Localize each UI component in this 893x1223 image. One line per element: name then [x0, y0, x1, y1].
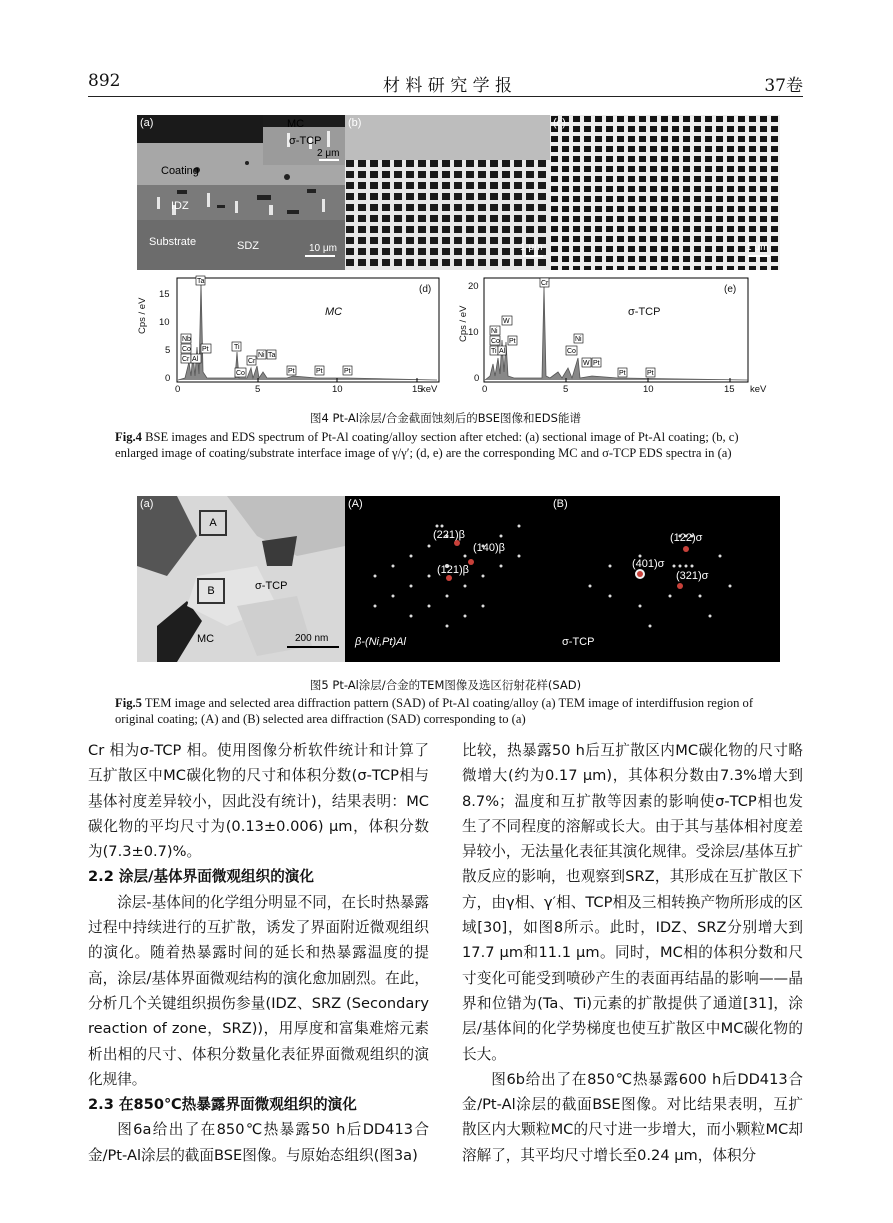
spectrum-e-xtick-2: 10: [643, 384, 654, 395]
peak-e-co1: Co: [491, 338, 500, 345]
fig4-panel-c: [550, 115, 780, 270]
spectrum-e-xlabel: keV: [750, 384, 767, 395]
spectrum-d-xlabel: keV: [421, 384, 438, 395]
fig4a-label: (a): [140, 117, 154, 129]
spectrum-d-label: (d): [419, 284, 432, 295]
peak-d-ti: Ti: [234, 344, 240, 351]
fig4a-mc: MC: [287, 118, 305, 130]
fig5-caption-en: [115, 695, 780, 727]
spectrum-e-xtick-0: 0: [482, 384, 488, 395]
fig5A-label: (A): [348, 498, 363, 510]
fig4b-label: (b): [348, 117, 362, 129]
spectrum-e-ytick-1: 10: [468, 327, 479, 338]
fig5-panel-B: [550, 496, 780, 662]
fig5a-sigma: σ-TCP: [255, 580, 288, 592]
fig5B-phase: σ-TCP: [562, 636, 595, 648]
fig4a-idz: IDZ: [171, 200, 189, 212]
spectrum-d-xtick-2: 10: [332, 384, 343, 395]
fig5B-idx2: (401)σ: [632, 558, 665, 570]
peak-d-al: Al: [192, 356, 199, 363]
spectrum-d-ylabel: Cps / eV: [137, 297, 148, 334]
fig4-caption-text: BSE images and EDS spectrum of Pt-Al coating/alloy section after etched: (a) sectional image of Pt-Al coating; (b, c) enlarged image of coating/substrate interface image of γ/γ′; (d, e) are the corresponding MC and σ-TCP EDS spectra in (a): [115, 430, 739, 460]
peak-d-cr2: Cr: [248, 358, 256, 365]
journal-title: 材 料 研 究 学 报: [382, 76, 513, 96]
peak-d-pt1: Pt: [202, 346, 209, 353]
peak-d-pt3: Pt: [316, 368, 323, 375]
spectrum-d-xtick-3: 15: [412, 384, 423, 395]
page-number: 892: [88, 71, 121, 91]
fig5B-idx3: (321)σ: [676, 570, 709, 582]
fig4a-coating: Coating: [161, 165, 199, 177]
peak-e-w1: W: [503, 318, 510, 325]
peak-e-pt2: Pt: [593, 360, 600, 367]
peak-e-pt3: Pt: [619, 370, 626, 377]
fig4b-scale: 1 μm: [520, 242, 543, 253]
fig4-panel-b: [345, 115, 550, 270]
fig5-caption-cn: 图5 Pt-Al涂层/合金的TEM图像及选区衍射花样(SAD): [309, 678, 582, 692]
peak-e-pt4: Pt: [647, 370, 654, 377]
body-column-left: [88, 738, 429, 1168]
left-paragraph-3: 图6a给出了在850℃热暴露50 h后DD413合金/Pt-Al涂层的截面BSE图像。与原始态组织(图3a): [88, 1121, 429, 1164]
peak-d-ta1: Ta: [197, 278, 205, 285]
fig4a-scale-inset: 2 μm: [317, 148, 340, 159]
fig5B-label: (B): [553, 498, 568, 510]
spectrum-e-label: (e): [724, 284, 737, 295]
fig5-box-a: [199, 510, 227, 536]
spectrum-d-ytick-3: 15: [159, 289, 170, 300]
peak-d-pt2: Pt: [288, 368, 295, 375]
section-2-2-heading: 2.2 涂层/基体界面微观组织的演化: [88, 868, 314, 886]
header-rule: [88, 96, 803, 97]
spectrum-e-xtick-3: 15: [724, 384, 735, 395]
fig5a-scale: 200 nm: [295, 633, 329, 644]
fig4-spectrum-e: [458, 272, 780, 402]
fig5a-label: (a): [140, 498, 154, 510]
fig5-caption-label: Fig.5: [115, 696, 142, 710]
spectrum-d-ytick-0: 0: [165, 373, 171, 384]
body-column-right: [462, 738, 803, 1168]
fig5-panel-a: [137, 496, 345, 662]
fig4a-substrate: Substrate: [149, 236, 197, 248]
spectrum-e-ytick-0: 0: [474, 373, 480, 384]
right-paragraph-2: 图6b给出了在850℃热暴露600 h后DD413合金/Pt-Al涂层的截面BSE图像。对比结果表明，互扩散区内大颗粒MC的尺寸进一步增大，而小颗粒MC却溶解了，其平均尺寸增长至0.24 μm，体积分: [462, 1070, 803, 1164]
fig4-caption-label: Fig.4: [115, 430, 142, 444]
peak-e-ni2: Ni: [575, 336, 582, 343]
fig4c-label: (c): [553, 117, 566, 129]
spectrum-d-xtick-0: 0: [175, 384, 181, 395]
fig5-box-a-label: A: [209, 517, 217, 529]
fig5B-idx1: (122)σ: [670, 532, 703, 544]
peak-e-pt1: Pt: [509, 338, 516, 345]
peak-d-ta2: Ta: [268, 352, 276, 359]
peak-d-nb: Nb: [182, 336, 191, 343]
volume: 37卷: [764, 76, 803, 96]
fig4-caption-en: [115, 429, 780, 461]
fig5-panel-A: [345, 496, 550, 662]
fig4a-scale: 10 μm: [309, 243, 337, 254]
fig5A-phase: β-(Ni,Pt)Al: [355, 636, 406, 648]
peak-d-cr1: Cr: [182, 356, 190, 363]
spectrum-e-xtick-1: 5: [563, 384, 569, 395]
right-paragraph-1: 比较，热暴露50 h后互扩散区内MC碳化物的尺寸略微增大(约为0.17 μm)，其体积分数由7.3%增大到8.7%；温度和互扩散等因素的影响使σ-TCP相也发生了不同程度的溶解或长大。由于其与基体相衬度差异较小，无法量化表征其演化规律。受涂层/基体互扩散反应的影响，也观察到SRZ，其形成在互扩散区下方，由γ相、γ′相、TCP相及三相转换产物所形成的区域[30]，如图8所示。此时，IDZ、SRZ分别增大到17.7 μm和11.1 μm。同时，MC相的体积分数和尺寸变化可能受到喷砂产生的表面再结晶的影响——晶界和位错为(Ta、Ti)元素的扩散提供了通道[31]，涂层/基体间的化学势梯度也使互扩散区中MC碳化物的长大。: [462, 742, 803, 1063]
fig4-panel-a: [137, 115, 345, 270]
fig4a-sdz: SDZ: [237, 240, 259, 252]
figure5-images: [137, 496, 780, 662]
peak-d-ni: Ni: [258, 352, 265, 359]
peak-e-al: Al: [499, 348, 506, 355]
peak-e-co2: Co: [567, 348, 576, 355]
spectrum-d-ytick-1: 5: [165, 345, 171, 356]
peak-e-ni1: Ni: [491, 328, 498, 335]
peak-e-w2: W: [583, 360, 590, 367]
peak-e-cr: Cr: [541, 280, 549, 287]
fig4c-scale: 1 μm: [746, 242, 769, 253]
spectrum-d-ytick-2: 10: [159, 317, 170, 328]
fig5-caption-text: TEM image and selected area diffraction pattern (SAD) of Pt-Al coating/alloy (a) TEM image of interdiffusion region of original coating; (A) and (B) selected area diffraction (SAD) corresponding to (a): [115, 696, 754, 726]
left-paragraph-2: 涂层-基体间的化学组分明显不同，在长时热暴露过程中持续进行的互扩散，诱发了界面附近微观组织的演化。随着热暴露时间的延长和热暴露温度的提高，涂层/基体界面微观结构的演化愈加剧烈。在此，分析几个关键组织损伤参量(IDZ、SRZ (Secondary reaction of zone，SRZ))，用厚度和富集难熔元素析出相的尺寸、体积分数量化表征界面微观组织的演化规律。: [88, 893, 429, 1088]
fig5A-idx2: (140)β: [473, 542, 506, 554]
fig4-caption-cn: 图4 Pt-Al涂层/合金截面蚀刻后的BSE图像和EDS能谱: [310, 411, 581, 425]
peak-d-co2: Co: [236, 370, 245, 377]
fig5a-mc: MC: [197, 633, 215, 645]
peak-d-co1: Co: [182, 346, 191, 353]
peak-d-pt4: Pt: [344, 368, 351, 375]
left-paragraph-1: Cr 相为σ-TCP 相。使用图像分析软件统计和计算了互扩散区中MC碳化物的尺寸和体积分数(σ-TCP相与基体衬度差异较小，因此没有统计)，结果表明：MC碳化物的平均尺寸为(0.13±0.006) μm，体积分数为(7.3±0.7)%。: [88, 742, 429, 861]
fig4-spectrum-d: [137, 272, 447, 402]
figure4-images: [137, 115, 780, 270]
fig4a-sigma: σ-TCP: [289, 135, 322, 147]
peak-e-ti: Ti: [491, 348, 497, 355]
fig5-box-b: [197, 578, 225, 604]
fig5A-idx3: (121)β: [437, 564, 470, 576]
fig5A-idx1: (221)β: [433, 529, 466, 541]
spectrum-e-ylabel: Cps / eV: [458, 305, 469, 342]
spectrum-e-ytick-2: 20: [468, 281, 479, 292]
spectrum-d-phase: MC: [325, 306, 343, 318]
fig5-box-b-label: B: [207, 585, 215, 597]
spectrum-e-phase: σ-TCP: [628, 306, 661, 318]
section-2-3-heading: 2.3 在850℃热暴露界面微观组织的演化: [88, 1096, 357, 1114]
spectrum-d-xtick-1: 5: [255, 384, 261, 395]
